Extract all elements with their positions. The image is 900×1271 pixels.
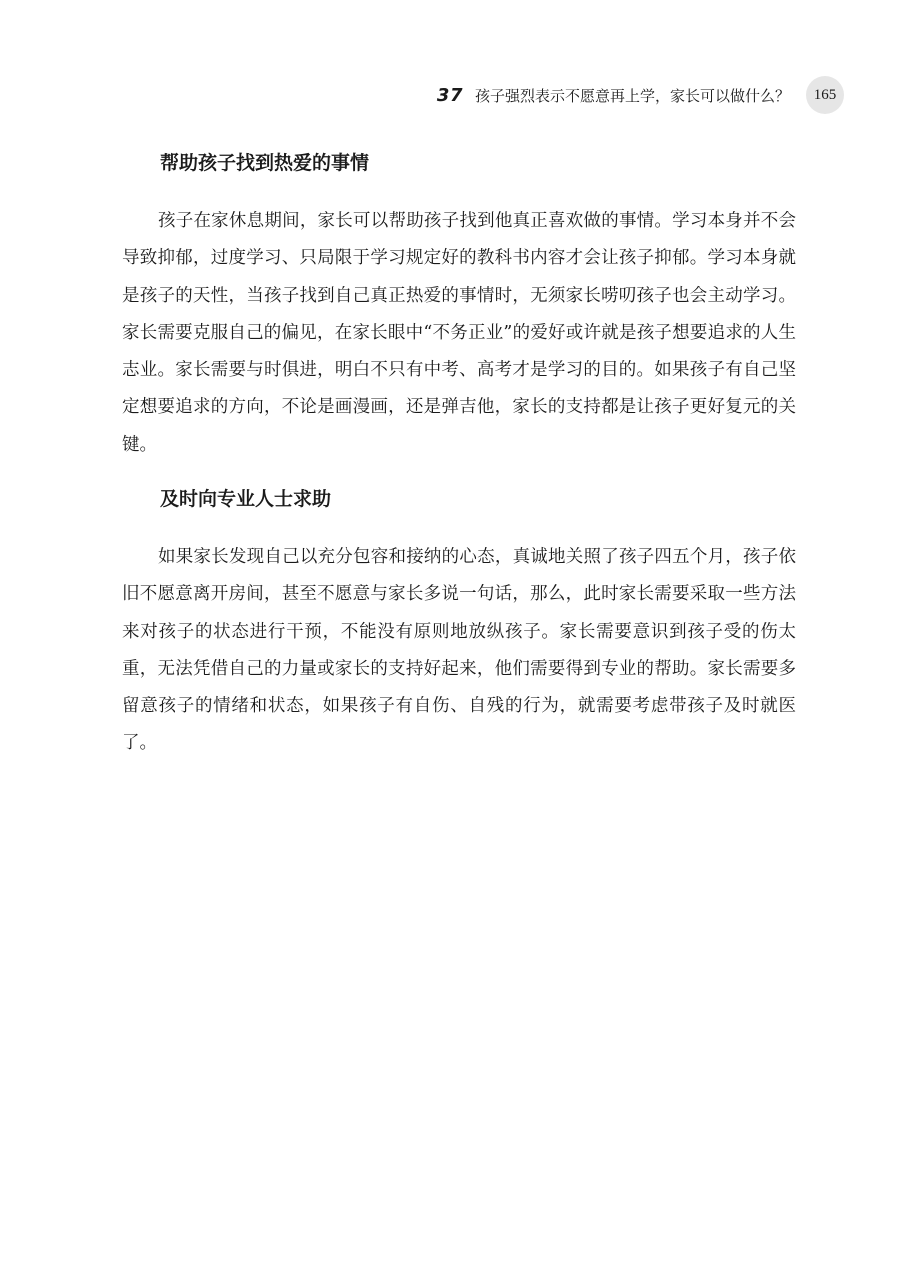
section-find-passion (122, 150, 796, 464)
section-seek-professional-help (122, 486, 796, 763)
page-number: 165 (806, 76, 844, 114)
section-paragraph: 孩子在家休息期间，家长可以帮助孩子找到他真正喜欢做的事情。学习本身并不会导致抑郁，过度学习、只局限于学习规定好的教科书内容才会让孩子抑郁。学习本身就是孩子的天性，当孩子找到自己真正热爱的事情时，无须家长唠叨孩子也会主动学习。家长需要克服自己的偏见，在家长眼中“不务正业”的爱好或许就是孩子想要追求的人生志业。家长需要与时俱进，明白不只有中考、高考才是学习的目的。如果孩子有自己坚定想要追求的方向，不论是画漫画，还是弹吉他，家长的支持都是让孩子更好复元的关键。 (122, 211, 796, 455)
section-paragraph: 如果家长发现自己以充分包容和接纳的心态，真诚地关照了孩子四五个月，孩子依旧不愿意离开房间，甚至不愿意与家长多说一句话，那么，此时家长需要采取一些方法来对孩子的状态进行干预，不能没有原则地放纵孩子。家长需要意识到孩子受的伤太重，无法凭借自己的力量或家长的支持好起来，他们需要得到专业的帮助。家长需要多留意孩子的情绪和状态，如果孩子有自伤、自残的行为，就需要考虑带孩子及时就医了。 (122, 547, 796, 754)
chapter-number: 37 (436, 84, 463, 106)
chapter-title: 孩子强烈表示不愿意再上学，家长可以做什么？ (474, 86, 790, 105)
section-heading: 及时向专业人士求助 (160, 488, 332, 510)
section-heading: 帮助孩子找到热爱的事情 (160, 152, 370, 174)
running-header (437, 76, 844, 114)
